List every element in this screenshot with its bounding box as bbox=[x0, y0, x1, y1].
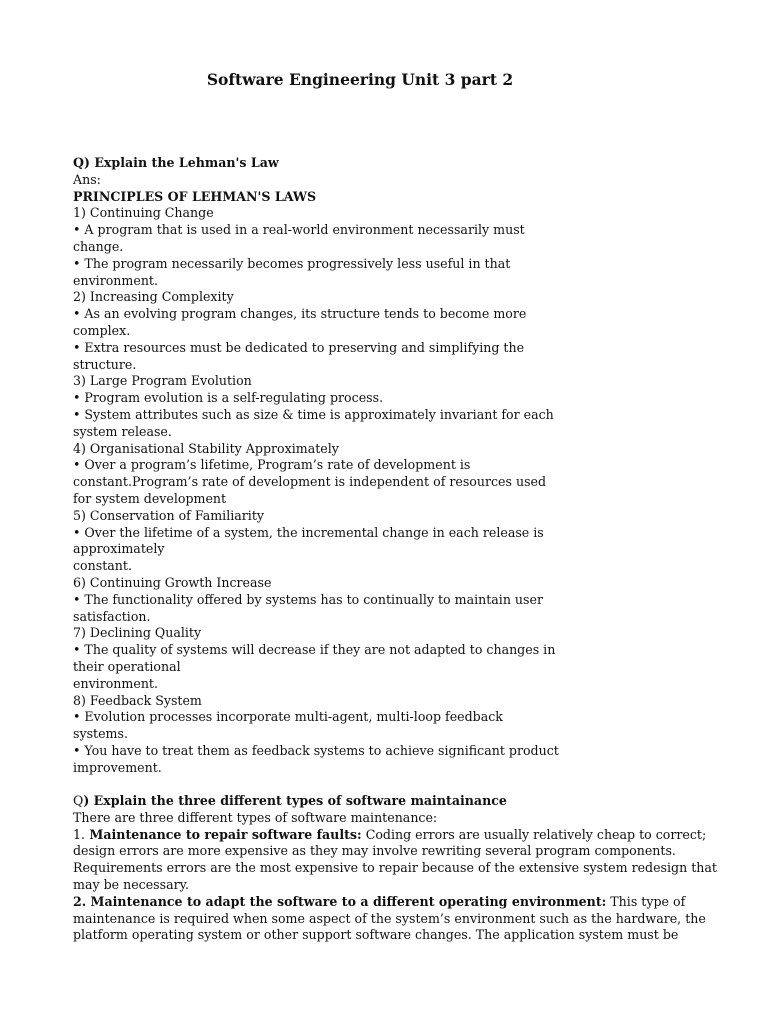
text-line: environment. bbox=[73, 272, 158, 288]
text-line: • System attributes such as size & time is approximately invariant for each bbox=[73, 406, 554, 422]
item-2-label: 2. Maintenance to adapt the software to a different operating environment: bbox=[73, 893, 607, 909]
text-line: approximately bbox=[73, 541, 165, 557]
text-line: • Program evolution is a self-regulating process. bbox=[73, 390, 384, 406]
text-line: • The functionality offered by systems has to continually to maintain user bbox=[73, 591, 543, 607]
text-line: platform operating system or other support software changes. The application system must be bbox=[73, 927, 679, 943]
answer-label: Ans: bbox=[73, 171, 101, 187]
lehman-law-lines bbox=[73, 205, 559, 776]
text-line: may be necessary. bbox=[73, 876, 190, 892]
question-2-prefix: Q bbox=[73, 793, 84, 808]
text-line: • Over the lifetime of a system, the incremental change in each release is bbox=[73, 524, 544, 540]
text-line: change. bbox=[73, 238, 124, 254]
text-line: environment. bbox=[73, 675, 158, 691]
text-line: for system development bbox=[73, 490, 227, 506]
text-line: • Evolution processes incorporate multi-agent, multi-loop feedback bbox=[73, 709, 503, 725]
text-line: systems. bbox=[73, 726, 128, 742]
text-line: 4) Organisational Stability Approximately bbox=[73, 440, 339, 456]
principles-heading: PRINCIPLES OF LEHMAN'S LAWS bbox=[73, 188, 317, 204]
item-2-text: This type of bbox=[606, 893, 686, 909]
text-line: maintenance is required when some aspect of the system’s environment such as the hardware, the bbox=[73, 910, 706, 926]
text-line: constant.Program’s rate of development is independent of resources used bbox=[73, 474, 547, 490]
text-line: 6) Continuing Growth Increase bbox=[73, 574, 272, 590]
text-line: 2) Increasing Complexity bbox=[73, 289, 234, 305]
maintenance-section bbox=[73, 793, 717, 944]
item-1-label: Maintenance to repair software faults: bbox=[85, 826, 362, 842]
text-line: constant. bbox=[73, 558, 132, 574]
text-line: satisfaction. bbox=[73, 608, 151, 624]
text-line: 3) Large Program Evolution bbox=[73, 373, 252, 389]
text-line: • You have to treat them as feedback systems to achieve significant product bbox=[73, 742, 559, 758]
text-line: Requirements errors are the most expensive to repair because of the extensive system redesign that bbox=[73, 860, 717, 876]
item-1-line bbox=[73, 827, 717, 844]
question-2-text: ) Explain the three different types of software maintainance bbox=[83, 793, 507, 808]
text-line: 7) Declining Quality bbox=[73, 625, 202, 641]
document-title: Software Engineering Unit 3 part 2 bbox=[206, 70, 514, 89]
text-line: their operational bbox=[73, 658, 181, 674]
text-line: design errors are more expensive as they may involve rewriting several program components. bbox=[73, 843, 676, 859]
text-line: • The quality of systems will decrease if they are not adapted to changes in bbox=[73, 642, 556, 658]
text-line: complex. bbox=[73, 322, 131, 338]
item-1-number: 1. bbox=[73, 826, 86, 842]
maintenance-intro: There are three different types of software maintenance: bbox=[73, 809, 438, 825]
text-line: 1) Continuing Change bbox=[73, 205, 214, 221]
text-line: • A program that is used in a real-world environment necessarily must bbox=[73, 222, 525, 238]
item-2-line bbox=[73, 894, 717, 911]
text-line: • The program necessarily becomes progressively less useful in that bbox=[73, 255, 511, 271]
item-1-text: Coding errors are usually relatively cheap to correct; bbox=[361, 826, 707, 842]
text-line: 8) Feedback System bbox=[73, 692, 202, 708]
text-line: 5) Conservation of Familiarity bbox=[73, 507, 264, 523]
question-1: Q) Explain the Lehman's Law bbox=[73, 155, 279, 170]
text-line: structure. bbox=[73, 356, 137, 372]
question-2 bbox=[73, 793, 717, 810]
text-line: • As an evolving program changes, its structure tends to become more bbox=[73, 306, 527, 322]
text-line: • Extra resources must be dedicated to preserving and simplifying the bbox=[73, 339, 525, 355]
text-line: improvement. bbox=[73, 759, 162, 775]
text-line: • Over a program’s lifetime, Program’s rate of development is bbox=[73, 457, 471, 473]
lehman-section bbox=[73, 155, 559, 776]
text-line: system release. bbox=[73, 423, 172, 439]
